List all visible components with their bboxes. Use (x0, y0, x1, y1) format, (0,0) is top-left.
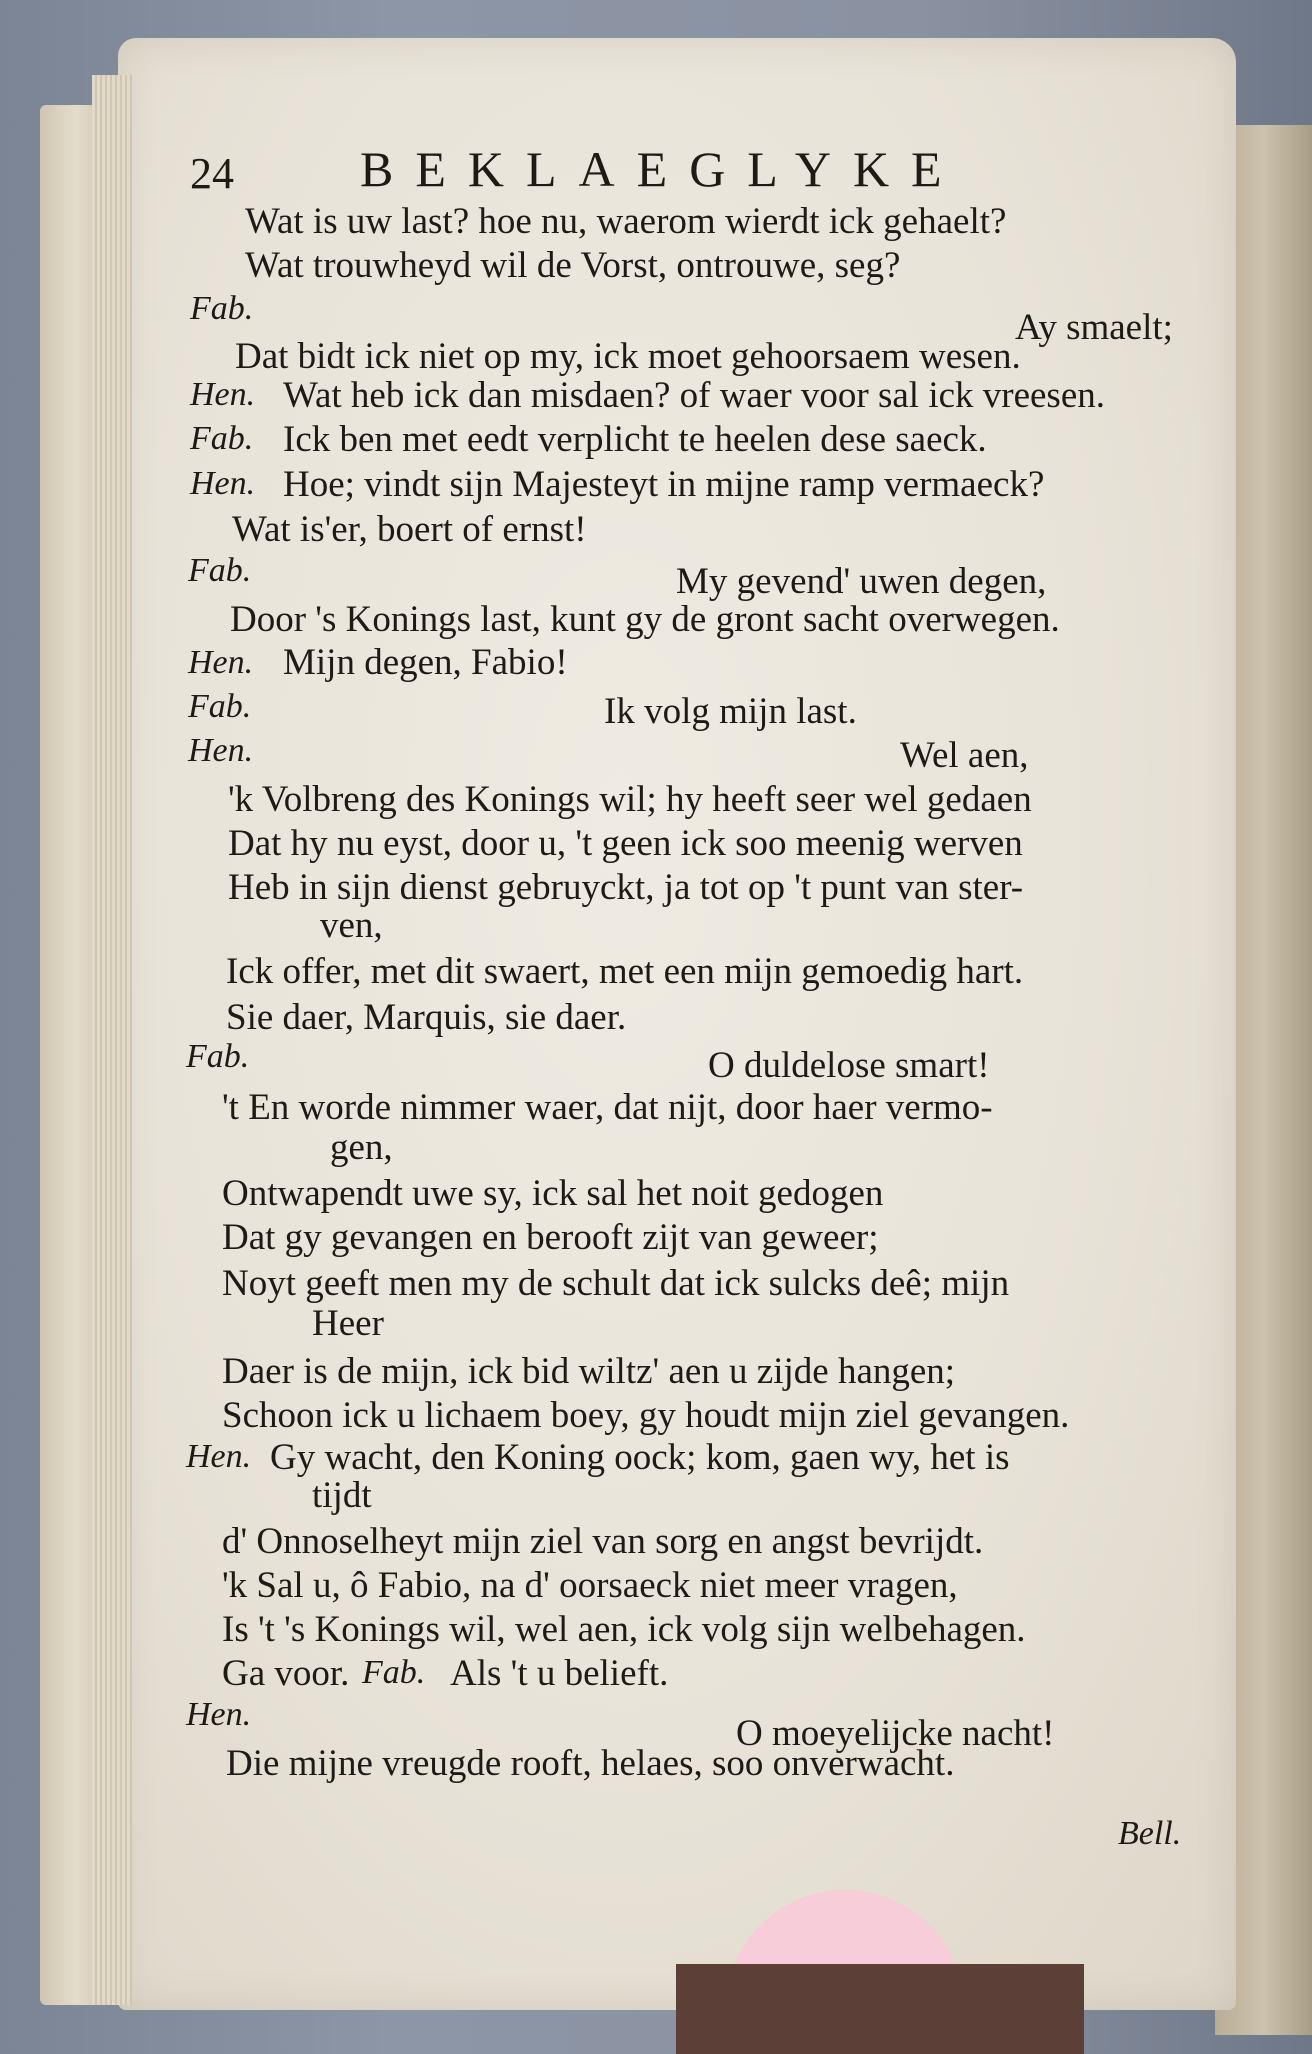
verse-line: Als 't u belieft. (450, 1653, 669, 1694)
verse-line: Heer (312, 1303, 384, 1344)
verse-line: Wel aen, (900, 735, 1029, 776)
verse-line: My gevend' uwen degen, (676, 561, 1047, 602)
speaker-label: Hen. (188, 732, 254, 769)
page-edges (92, 75, 132, 2005)
verse-line: Ontwapendt uwe sy, ick sal het noit gedogen (222, 1173, 884, 1214)
running-title: BEKLAEGLYKE (360, 141, 964, 197)
verse-line: Dat hy nu eyst, door u, 't geen ick soo meenig werven (228, 823, 1023, 864)
verse-line: Sie daer, Marquis, sie daer. (226, 997, 627, 1038)
verse-line: 'k Volbreng des Konings wil; hy heeft seer wel gedaen (228, 779, 1032, 820)
verse-line: Wat heb ick dan misdaen? of waer voor sal ick vreesen. (283, 375, 1106, 416)
verse-line: Mijn degen, Fabio! (283, 642, 568, 683)
verse-line: tijdt (312, 1475, 372, 1516)
verse-line: Die mijne vreugde rooft, helaes, soo onverwacht. (226, 1743, 955, 1784)
verse-line: Schoon ick u lichaem boey, gy houdt mijn ziel gevangen. (222, 1395, 1070, 1436)
speaker-label: Hen. (188, 644, 254, 681)
verse-line: Ga voor. (222, 1653, 350, 1694)
verse-line: Ay smaelt; (1015, 307, 1173, 348)
verse-line: 'k Sal u, ô Fabio, na d' oorsaeck niet meer vragen, (222, 1565, 958, 1606)
speaker-label: Fab. (190, 290, 254, 327)
speaker-label: Fab. (190, 420, 254, 457)
verse-line: Ick offer, met dit swaert, met een mijn gemoedig hart. (226, 951, 1024, 992)
verse-line: Dat bidt ick niet op my, ick moet gehoorsaem wesen. (235, 336, 1021, 377)
speaker-label: Fab. (186, 1038, 250, 1075)
verse-line: Daer is de mijn, ick bid wiltz' aen u zijde hangen; (222, 1351, 956, 1392)
speaker-label: Fab. (188, 688, 252, 725)
redaction-box (676, 1964, 1084, 2054)
verse-line: Ick ben met eedt verplicht te heelen dese saeck. (283, 419, 987, 460)
page-number: 24 (190, 149, 234, 198)
catchword: Bell. (1118, 1815, 1182, 1852)
verse-line: Wat trouwheyd wil de Vorst, ontrouwe, seg? (245, 245, 901, 286)
verse-line: Gy wacht, den Koning oock; kom, gaen wy, het is (270, 1437, 1010, 1478)
verse-line: O duldelose smart! (708, 1045, 990, 1086)
verse-line: Dat gy gevangen en berooft zijt van geweer; (222, 1217, 879, 1258)
speaker-label: Hen. (190, 465, 256, 502)
speaker-label: Hen. (190, 376, 256, 413)
verse-line: gen, (330, 1127, 393, 1168)
verse-line: Ik volg mijn last. (604, 691, 857, 732)
verse-line: ven, (320, 905, 383, 946)
speaker-label: Hen. (186, 1696, 252, 1733)
verse-line: d' Onnoselheyt mijn ziel van sorg en angst bevrijdt. (222, 1521, 984, 1562)
verse-line: Is 't 's Konings wil, wel aen, ick volg sijn welbehagen. (222, 1609, 1026, 1650)
speaker-label: Fab. (188, 552, 252, 589)
verse-line: Wat is uw last? hoe nu, waerom wierdt ick gehaelt? (245, 201, 1007, 242)
speaker-label: Fab. (362, 1654, 426, 1691)
verse-line: Noyt geeft men my de schult dat ick sulcks deê; mijn (222, 1263, 1010, 1304)
verse-line: Hoe; vindt sijn Majesteyt in mijne ramp vermaeck? (283, 464, 1045, 505)
verse-line: Heb in sijn dienst gebruyckt, ja tot op 't punt van ster- (228, 867, 1024, 908)
verse-line: Wat is'er, boert of ernst! (232, 509, 587, 550)
verse-line: Door 's Konings last, kunt gy de gront sacht overwegen. (230, 599, 1060, 640)
verse-line: 't En worde nimmer waer, dat nijt, door haer vermo- (222, 1087, 993, 1128)
verse-line: O moeyelijcke nacht! (736, 1713, 1055, 1754)
speaker-label: Hen. (186, 1438, 252, 1475)
